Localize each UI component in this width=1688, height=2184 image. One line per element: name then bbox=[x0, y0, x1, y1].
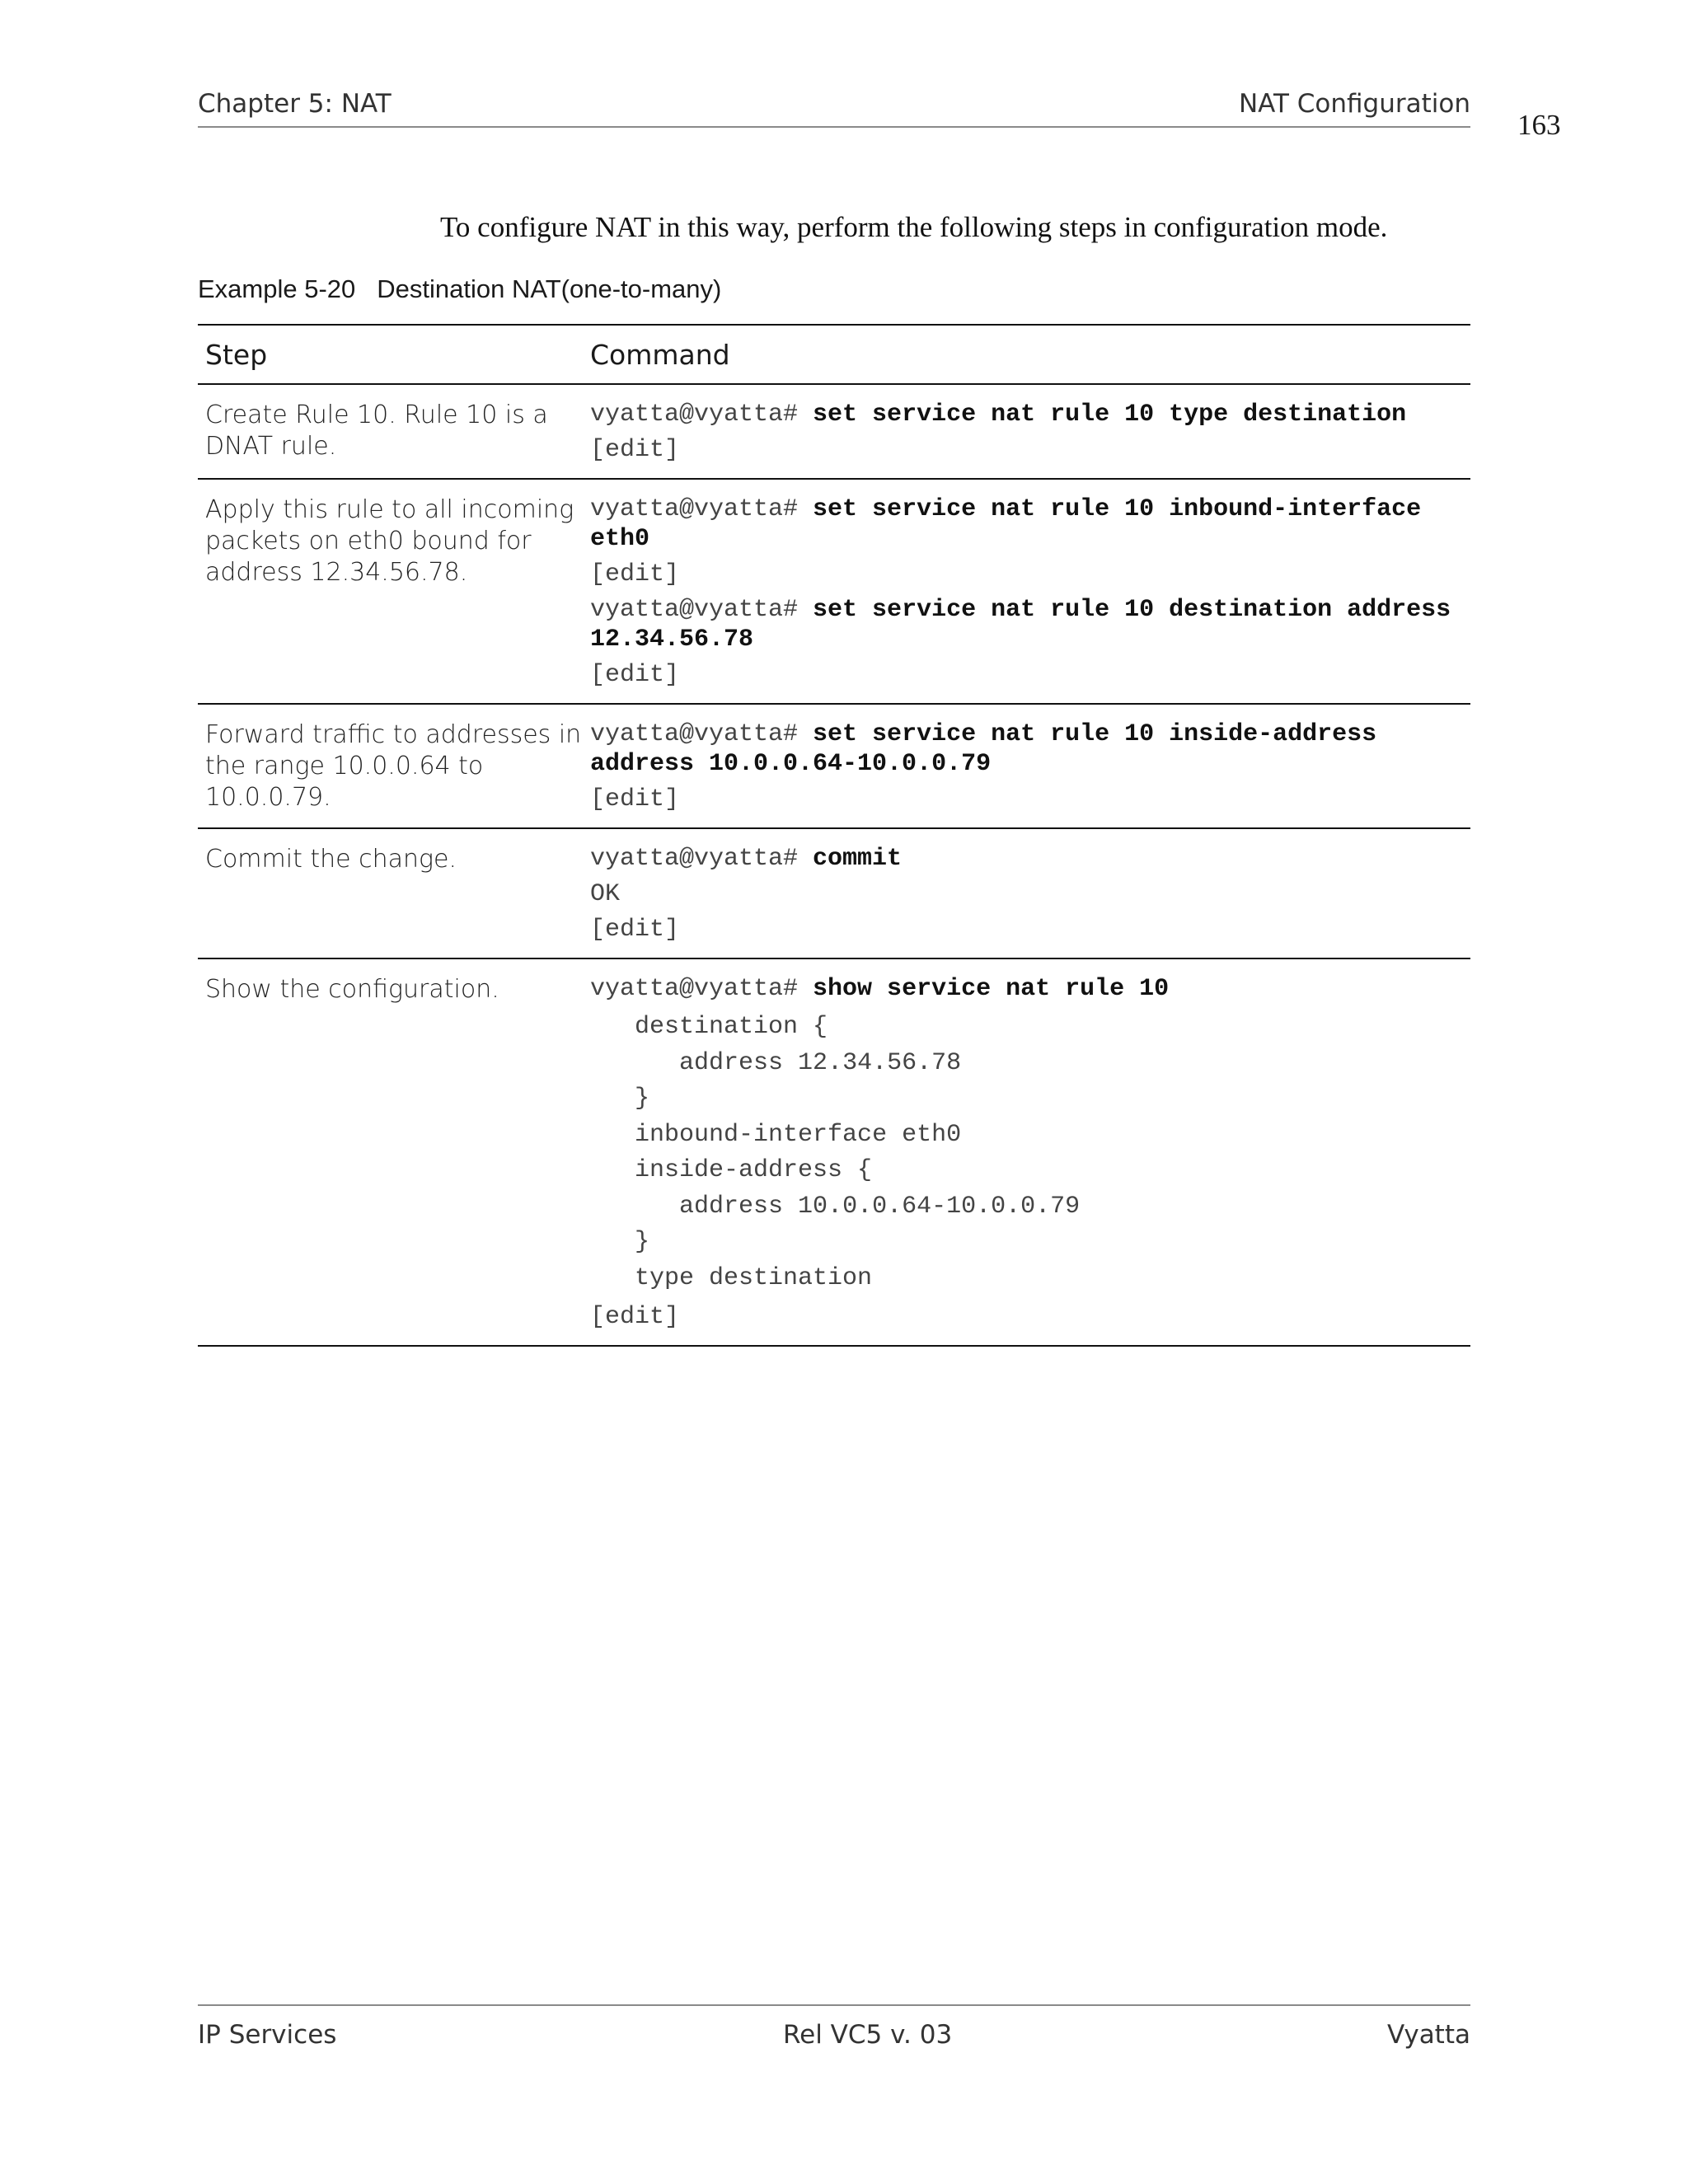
example-caption bbox=[198, 274, 721, 304]
footer-company: Vyatta bbox=[1386, 2020, 1470, 2050]
command-text: show service nat rule 10 bbox=[813, 975, 1170, 1003]
command-cell bbox=[590, 959, 1470, 1345]
step-description: Commit the change. bbox=[205, 845, 457, 874]
step-description: Create Rule 10. Rule 10 is a DNAT rule. bbox=[205, 401, 548, 461]
edit-marker: [edit] bbox=[590, 916, 680, 944]
table-header bbox=[198, 326, 1470, 385]
command-line bbox=[590, 595, 1470, 654]
intro-paragraph: To configure NAT in this way, perform the following steps in configuration mode. bbox=[440, 211, 1388, 243]
footer-divider bbox=[198, 2004, 1470, 2006]
command-text: commit bbox=[813, 845, 903, 873]
table-row bbox=[198, 959, 1470, 1347]
edit-marker: [edit] bbox=[590, 661, 680, 689]
step-description: Forward traffic to addresses in the range 10.0.0.64 to 10.0.0.79. bbox=[205, 720, 582, 812]
command-cell bbox=[590, 480, 1470, 703]
step-description: Apply this rule to all incoming packets on eth0 bound for address 12.34.56.78. bbox=[205, 495, 574, 587]
table-row bbox=[198, 480, 1470, 705]
prompt: vyatta@vyatta# bbox=[590, 845, 814, 873]
command-line bbox=[590, 400, 1470, 429]
step-description: Show the configuration. bbox=[205, 975, 499, 1004]
header-divider bbox=[198, 126, 1470, 128]
footer-release: Rel VC5 v. 03 bbox=[783, 2020, 953, 2050]
command-line bbox=[590, 494, 1470, 554]
footer-book-title: IP Services bbox=[198, 2020, 337, 2050]
command-text: set service nat rule 10 inside-address address 10.0.0.64-10.0.0.79 bbox=[590, 720, 1392, 778]
page-number: 163 bbox=[1517, 109, 1561, 141]
edit-marker: [edit] bbox=[590, 785, 680, 813]
prompt: vyatta@vyatta# bbox=[590, 495, 814, 523]
command-cell bbox=[590, 705, 1470, 827]
edit-marker: [edit] bbox=[590, 560, 680, 588]
command-line bbox=[590, 719, 1470, 779]
prompt: vyatta@vyatta# bbox=[590, 596, 814, 624]
running-header-section: NAT Configuration bbox=[1238, 89, 1470, 119]
command-text: set service nat rule 10 type destination bbox=[813, 401, 1407, 429]
command-cell bbox=[590, 829, 1470, 958]
example-title: Destination NAT(one-to-many) bbox=[377, 274, 722, 303]
steps-table bbox=[198, 324, 1470, 1347]
prompt: vyatta@vyatta# bbox=[590, 975, 814, 1003]
command-line bbox=[590, 844, 1470, 874]
command-text: set service nat rule 10 destination address 12.34.56.78 bbox=[590, 596, 1466, 654]
header-step: Step bbox=[205, 338, 268, 371]
command-output: destination { address 12.34.56.78 } inbound-interface eth0 inside-address { address 10.0.0.64-10.0.0.79 } type destination bbox=[635, 1013, 1081, 1292]
example-number: Example 5-20 bbox=[198, 274, 356, 303]
running-header-chapter: Chapter 5: NAT bbox=[198, 89, 392, 119]
edit-marker: [edit] bbox=[590, 436, 680, 464]
table-row bbox=[198, 705, 1470, 829]
command-output: OK bbox=[590, 880, 621, 908]
edit-marker: [edit] bbox=[590, 1303, 680, 1331]
command-cell bbox=[590, 385, 1470, 478]
prompt: vyatta@vyatta# bbox=[590, 720, 814, 748]
prompt: vyatta@vyatta# bbox=[590, 401, 814, 429]
header-command: Command bbox=[590, 338, 730, 371]
command-line bbox=[590, 974, 1470, 1004]
table-row bbox=[198, 829, 1470, 959]
command-text: set service nat rule 10 inbound-interface eth0 bbox=[590, 495, 1437, 553]
table-row bbox=[198, 385, 1470, 480]
